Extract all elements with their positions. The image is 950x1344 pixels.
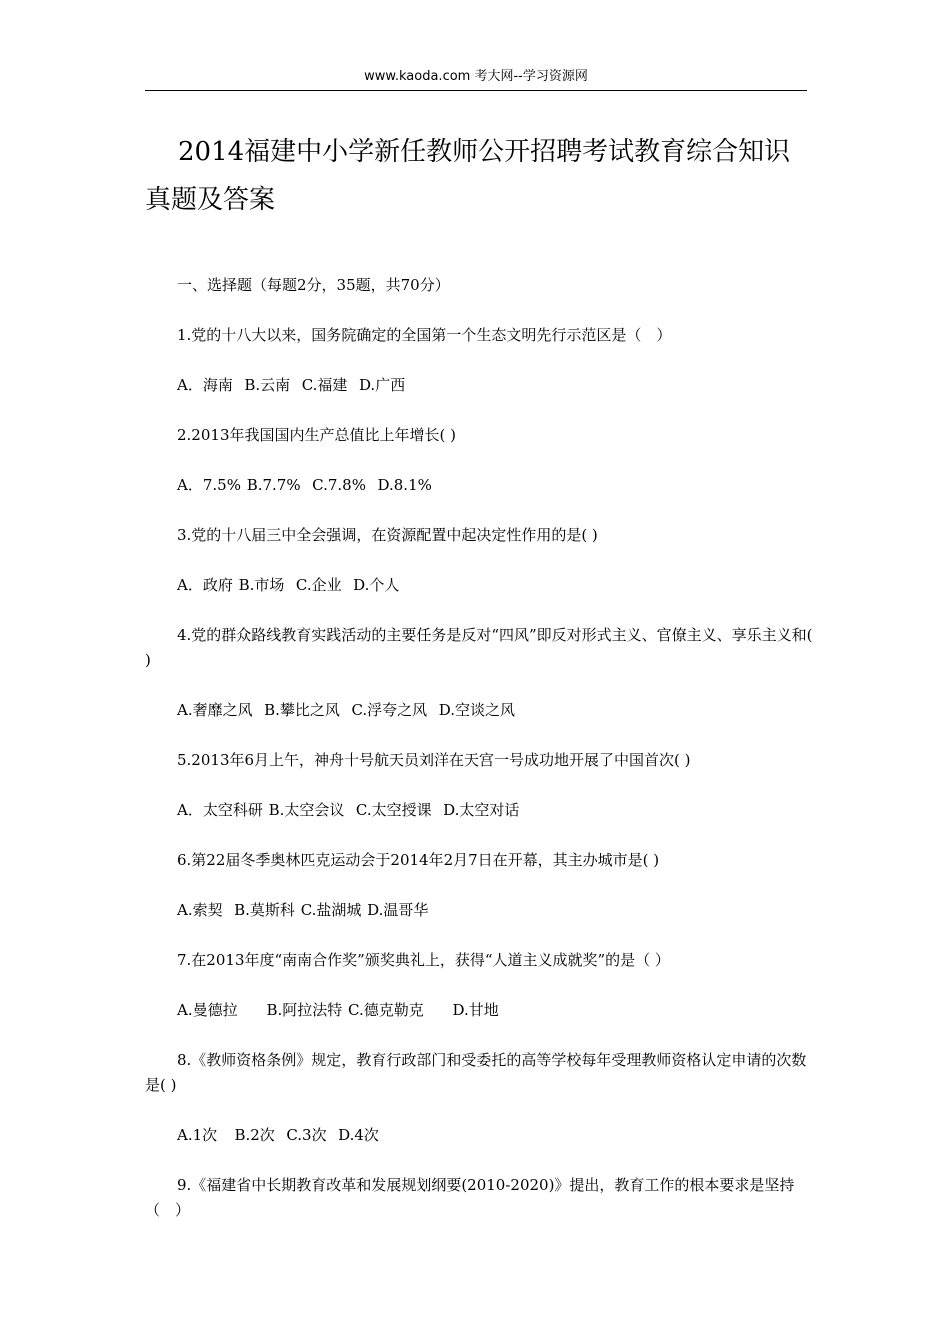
question-3: 3.党的十八届三中全会强调，在资源配置中起决定性作用的是( )	[177, 526, 598, 544]
page-header	[145, 68, 807, 91]
question-4-options: A.奢靡之风 B.攀比之风 C.浮夸之风 D.空谈之风	[177, 701, 515, 719]
document-body	[145, 273, 818, 1248]
question-8-options: A.1次 B.2次 C.3次 D.4次	[177, 1126, 379, 1144]
question-5: 5.2013年6月上午，神舟十号航天员刘洋在天宫一号成功地开展了中国首次( )	[177, 751, 691, 769]
question-9: 9.《福建省中长期教育改革和发展规划纲要(2010-2020)》提出，教育工作的根本要求是坚持（ ）	[145, 1176, 795, 1219]
question-1: 1.党的十八大以来，国务院确定的全国第一个生态文明先行示范区是（ ）	[177, 326, 672, 344]
question-2: 2.2013年我国国内生产总值比上年增长( )	[177, 426, 456, 444]
question-7-options: A.曼德拉 B.阿拉法特 C.德克勒克 D.甘地	[177, 1001, 499, 1019]
question-3-options: A．政府 B.市场 C.企业 D.个人	[177, 576, 400, 594]
question-6-options: A.索契 B.莫斯科 C.盐湖城 D.温哥华	[177, 901, 429, 919]
question-5-options: A．太空科研 B.太空会议 C.太空授课 D.太空对话	[177, 801, 520, 819]
question-2-options: A．7.5% B.7.7% C.7.8% D.8.1%	[177, 476, 432, 494]
question-8: 8.《教师资格条例》规定，教育行政部门和受委托的高等学校每年受理教师资格认定申请的次数是( )	[145, 1051, 807, 1094]
question-4: 4.党的群众路线教育实践活动的主要任务是反对“四风”即反对形式主义、官僚主义、享乐主义和( )	[145, 626, 818, 669]
header-site-text: www.kaoda.com 考大网--学习资源网	[364, 69, 588, 84]
section-heading: 一、选择题（每题2分，35题，共70分）	[177, 276, 450, 294]
question-7: 7.在2013年度“南南合作奖”颁奖典礼上，获得“人道主义成就奖”的是（ ）	[177, 951, 670, 969]
document-title: 2014福建中小学新任教师公开招聘考试教育综合知识真题及答案	[145, 137, 791, 215]
question-6: 6.第22届冬季奥林匹克运动会于2014年2月7日在开幕，其主办城市是( )	[177, 851, 660, 869]
question-1-options: A．海南 B.云南 C.福建 D.广西	[177, 376, 406, 394]
